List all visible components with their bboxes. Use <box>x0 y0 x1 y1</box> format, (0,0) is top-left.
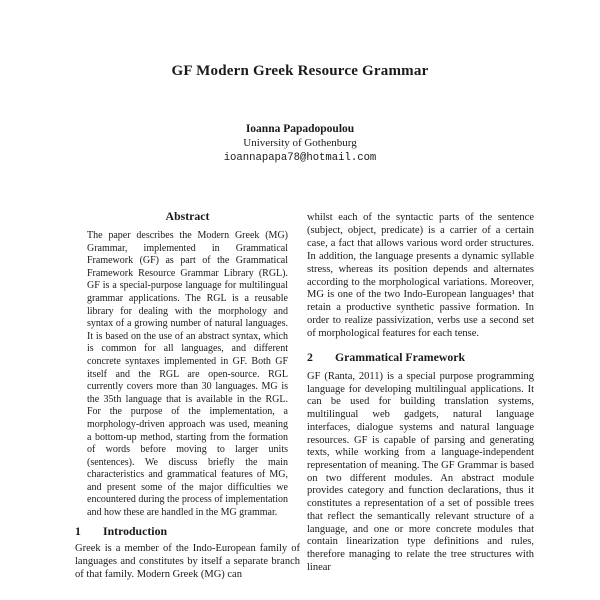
section-number: 1 <box>75 523 81 538</box>
section-title: Introduction <box>103 523 168 538</box>
right-column <box>307 210 534 581</box>
continued-paragraph: whilst each of the syntactic parts of the sentence (subject, object, predicate) is a carrier of a certain case, a fact that allows various word order structures. In addition, the language presents a dynamic syllable stress, whereas its position depends and alternates according to the morphological variations. Moreover, MG is one of the two Indo-European languages¹ that retain a productive synthetic passive formation. In order to realize passivization, verbs use a second set of morphological features for each tense. <box>307 212 534 340</box>
author-block <box>0 122 600 165</box>
section-heading-grammatical-framework <box>307 351 534 364</box>
section-title: Grammatical Framework <box>335 350 466 365</box>
author-affiliation: University of Gothenburg <box>243 137 357 149</box>
section-number: 2 <box>307 350 313 365</box>
abstract-text: The paper describes the Modern Greek (MG) Grammar, implemented in Grammatical Framework (GF) as part of the Grammatical Framework Resource Grammar Library (RGL). GF is a special-purpose language for multilingual grammar applications. The RGL is a reusable library for dealing with the morphology and syntax of a growing number of natural languages. It is based on the use of an abstract syntax, which is common for all languages, and different concrete syntaxes implemented in GF. Both GF itself and the RGL are open-source. RGL currently covers more than 30 languages. MG is the 35th language that is available in the RGL. For the purpose of the implementation, a morphology-driven approach was used, meaning a bottom-up method, starting from the formation of words before moving to larger units (sentences). We discuss briefly the main characteristics and grammatical features of MG, and present some of the major difficulties we encountered during the process of implementation and how these are handled in the MG grammar. <box>87 230 288 519</box>
section-heading-introduction <box>75 525 300 538</box>
introduction-paragraph: Greek is a member of the Indo-European family of languages and constitutes by itself a separate branch of that family. Modern Greek (MG) can <box>75 542 300 580</box>
author-email: ioannapapa78@hotmail.com <box>223 151 377 164</box>
author-name: Ioanna Papadopoulou <box>245 123 355 135</box>
two-column-body <box>75 210 534 581</box>
left-column <box>75 210 300 581</box>
grammatical-framework-paragraph: GF (Ranta, 2011) is a special purpose programming language for developing multilingual applications. It can be used for building translation systems, multilingual web gadgets, natural language interfaces, dialogue systems and natural language resources. GF is capable of parsing and generating texts, while working from a language-independent representation of meaning. The GF Grammar is based on two different modules. An abstract module provides category and function declarations, thus it constitutes a representation of a set of possible trees that reflect the semantically relevant structure of a language, and one or more concrete modules that contain linearization type definitions and rules, therefore managing to relate the tree structures with linear <box>307 371 534 573</box>
abstract-heading: Abstract <box>165 209 210 223</box>
paper-title: GF Modern Greek Resource Grammar <box>171 63 429 79</box>
